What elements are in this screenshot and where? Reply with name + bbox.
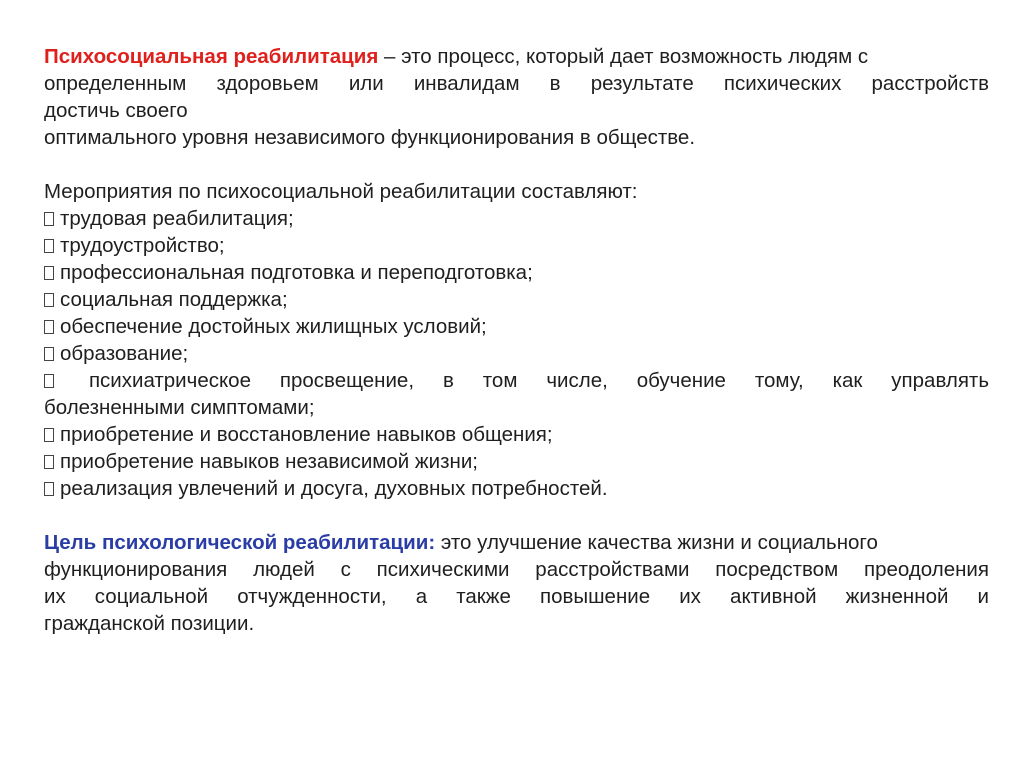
slide-content xyxy=(44,43,989,637)
missing-glyph-box-icon xyxy=(44,428,54,442)
list-item-text: реализация увлечений и досуга, духовных потребностей. xyxy=(60,477,608,500)
goal-line-1 xyxy=(44,529,989,556)
goal-paragraph xyxy=(44,529,989,637)
missing-glyph-box-icon xyxy=(44,374,54,388)
list-item xyxy=(44,448,989,475)
definition-line-1-text: – это процесс, который дает возможность людям с xyxy=(378,45,869,68)
missing-glyph-box-icon xyxy=(44,293,54,307)
list-item-text: трудовая реабилитация; xyxy=(60,207,294,230)
list-item-continuation: болезненными симптомами; xyxy=(44,396,315,419)
list-item-text: образование; xyxy=(60,342,189,365)
missing-glyph-box-icon xyxy=(44,320,54,334)
missing-glyph-box-icon xyxy=(44,482,54,496)
definition-paragraph xyxy=(44,43,989,151)
list-item-text: психиатрическое просвещение, в том числе, обучение тому, как управлять xyxy=(88,369,989,392)
missing-glyph-box-icon xyxy=(44,266,54,280)
missing-glyph-box-icon xyxy=(44,212,54,226)
spacer xyxy=(44,151,989,178)
list-item-text: социальная поддержка; xyxy=(60,288,288,311)
list-item xyxy=(44,259,989,286)
list-item-text: обеспечение достойных жилищных условий; xyxy=(60,315,487,338)
list-item-text: трудоустройство; xyxy=(60,234,225,257)
goal-line-2: функционирования людей с психическими расстройствами посредством преодоления xyxy=(44,558,989,581)
definition-line-4: оптимального уровня независимого функционирования в обществе. xyxy=(44,126,696,149)
list-item xyxy=(44,340,989,367)
missing-glyph-box-icon xyxy=(44,455,54,469)
list-item xyxy=(44,475,989,502)
list-item xyxy=(44,286,989,313)
list-item-text: профессиональная подготовка и переподготовка; xyxy=(60,261,533,284)
list-item-text: приобретение навыков независимой жизни; xyxy=(60,450,478,473)
list-item xyxy=(44,313,989,340)
goal-line-1-text: это улучшение качества жизни и социального xyxy=(435,531,878,554)
missing-glyph-box-icon xyxy=(44,239,54,253)
definition-line-1 xyxy=(44,43,989,70)
list-item-wrapped xyxy=(44,367,989,394)
goal-line-3: их социальной отчужденности, а также повышение их активной жизненной и xyxy=(44,585,989,608)
missing-glyph-box-icon xyxy=(44,347,54,361)
goal-line-4: гражданской позиции. xyxy=(44,612,255,635)
list-item xyxy=(44,205,989,232)
definition-line-2: определенным здоровьем или инвалидам в результате психических расстройств xyxy=(44,72,989,95)
spacer xyxy=(44,502,989,529)
measures-section xyxy=(44,178,989,502)
measures-heading: Мероприятия по психосоциальной реабилитации составляют: xyxy=(44,180,638,203)
list-item xyxy=(44,421,989,448)
goal-term: Цель психологической реабилитации: xyxy=(44,531,436,554)
definition-line-3: достичь своего xyxy=(44,99,188,122)
definition-term: Психосоциальная реабилитация xyxy=(44,45,379,68)
list-item xyxy=(44,232,989,259)
list-item-text: приобретение и восстановление навыков общения; xyxy=(60,423,553,446)
